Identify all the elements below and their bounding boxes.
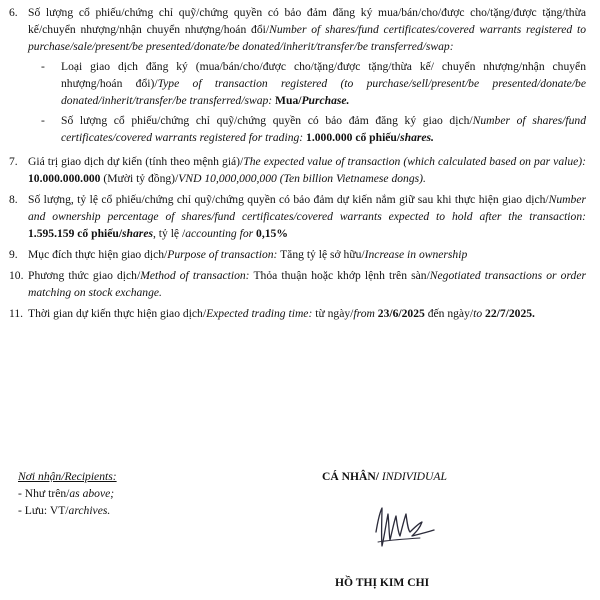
recipient-1: - Như trên/as above;	[18, 487, 115, 500]
individual-heading: CÁ NHÂN/ INDIVIDUAL	[322, 470, 447, 483]
item-body: Số lượng, tỷ lệ cổ phiếu/chứng chỉ quỹ/chứng quyền có bảo đảm dự kiến nắm giữ sau khi thực hiện giao dịch/Number and ownership percentage of shares/fund certificates/covered warrants expected to hold after the transaction: 1.595.159 cổ phiếu/shares, tỷ lệ /accounting for 0,15%	[28, 193, 586, 240]
item-11	[9, 305, 586, 322]
registered-quantity-value: 1.000.000 cổ phiếu/	[303, 131, 401, 144]
sub-item-registered-quantity: - Số lượng cổ phiếu/chứng chỉ quỹ/chứng quyền có bảo đảm đăng ký giao dịch/Number of shares/fund certificates/covered warrants registered for trading: 1.000.000 cổ phiếu/shares.	[41, 114, 586, 144]
expected-value: 10.000.000.000	[28, 172, 101, 185]
item-6	[9, 4, 586, 149]
item-body: Giá trị giao dịch dự kiến (tính theo mệnh giá)/The expected value of transaction (which calculated based on par value): 10.000.000.000 (Mười tỷ đồng)/VND 10,000,000,000 (Ten billion Vietnamese dongs).	[28, 155, 587, 185]
transaction-type-value: Mua/	[272, 94, 302, 107]
document-footer	[0, 462, 600, 600]
item-body: Phương thức giao dịch/Method of transaction: Thỏa thuận hoặc khớp lệnh trên sàn/Negotiated transactions or order matching on stock exchange.	[28, 269, 586, 299]
item-10	[9, 267, 586, 301]
item-8	[9, 191, 586, 242]
shares-after-value: 1.595.159 cổ phiếu/	[28, 227, 123, 240]
recipients-block	[18, 468, 117, 519]
item-number: 7.	[9, 155, 18, 168]
item-9	[9, 246, 586, 263]
item-body	[28, 4, 586, 149]
item-body: Thời gian dự kiến thực hiện giao dịch/Expected trading time: từ ngày/from 23/6/2025 đến ngày/to 22/7/2025.	[28, 307, 535, 320]
item-body: Mục đích thực hiện giao dịch/Purpose of transaction: Tăng tỷ lệ sở hữu/Increase in ownership	[28, 248, 468, 261]
item-7	[9, 153, 586, 187]
start-date: 23/6/2025	[374, 307, 425, 320]
end-date: 22/7/2025.	[482, 307, 535, 320]
item-number: 8.	[9, 193, 18, 206]
item-number: 6.	[9, 6, 18, 19]
item-text-en: Number of shares/fund certificates/covered warrants registered to purchase/sale/present/be presented/donate/be donated/inherit/transfer/be transferred/swap:	[28, 23, 586, 53]
item-number: 11.	[9, 307, 24, 320]
sub-item-transaction-type: - Loại giao dịch đăng ký (mua/bán/cho/được cho/tặng/được tặng/thừa kế/ chuyển nhượng/nhận chuyển nhượng/hoán đổi)/Type of transaction registered (to purchase/sell/present/be presented/donate/be donated/inherit/transfer/be transferred/swap: Mua/Purchase.	[41, 60, 586, 107]
signature-image	[370, 502, 440, 550]
signer-name: HỒ THỊ KIM CHI	[335, 576, 430, 589]
item-number: 10.	[9, 269, 24, 282]
ownership-percentage: 0,15%	[253, 227, 288, 240]
recipients-heading: Nơi nhận/Recipients:	[18, 470, 117, 483]
recipient-2: - Lưu: VT/archives.	[18, 504, 111, 517]
item-number: 9.	[9, 248, 18, 261]
item-text-vi: Số lượng cổ phiếu/chứng chỉ quỹ/chứng quyền có bảo đảm đăng ký mua/bán/cho/được cho/tặng/được tặng/thừa kế/chuyển nhượng/nhận chuyển nhượng/hoán đổi/	[28, 6, 586, 36]
